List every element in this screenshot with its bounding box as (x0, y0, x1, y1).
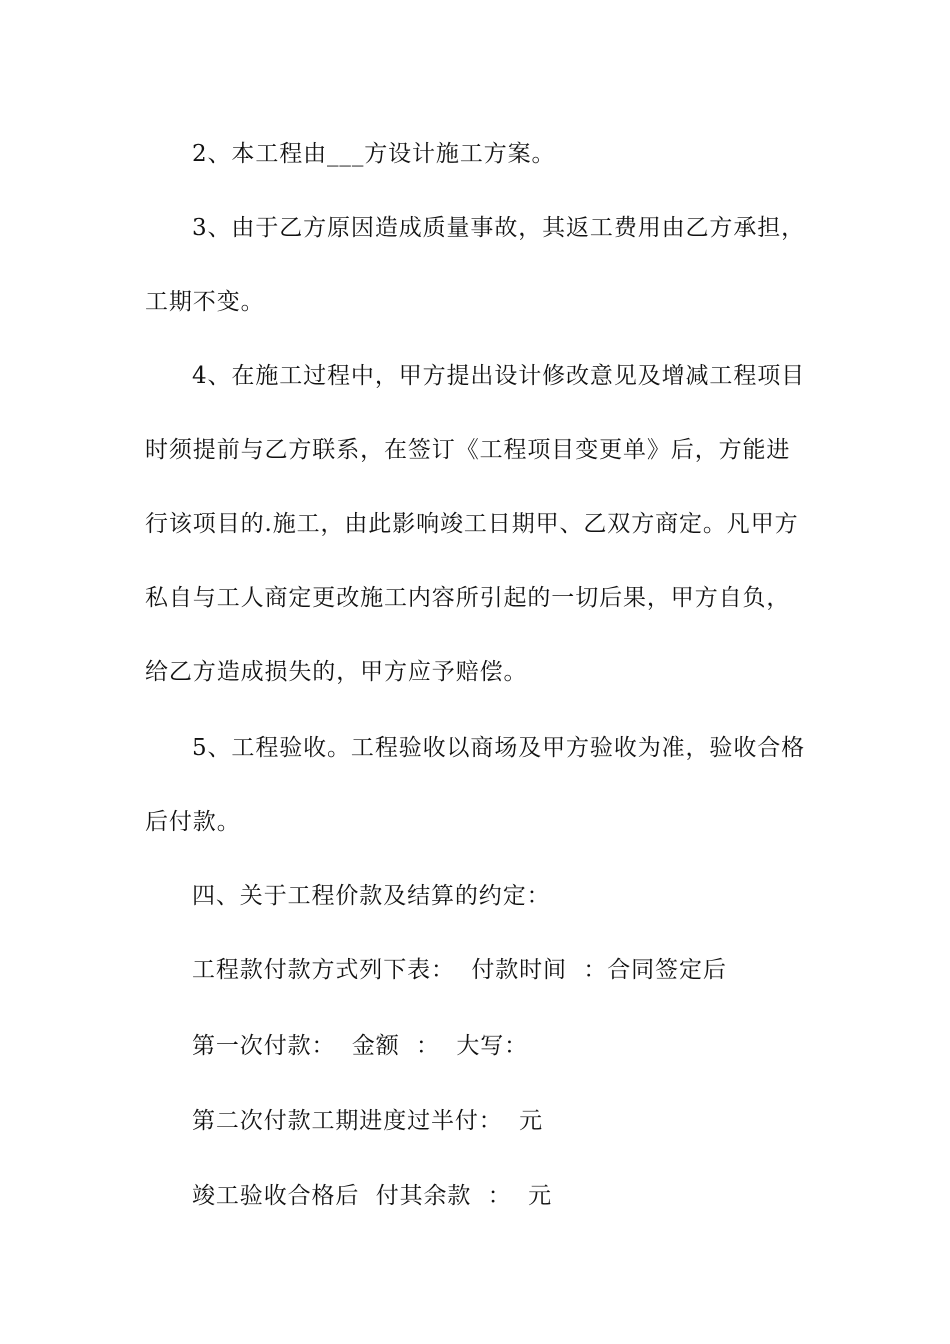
second-payment-line: 第二次付款工期进度过半付： 元 (192, 1108, 544, 1134)
clause-4-line-3: 行该项目的.施工，由此影响竣工日期甲、乙双方商定。凡甲方 (145, 511, 799, 537)
clause-4-line-1: 4、在施工过程中，甲方提出设计修改意见及增减工程项目 (192, 363, 806, 389)
final-payment-line: 竣工验收合格后 付其余款 ： 元 (192, 1183, 552, 1209)
payment-method-line: 工程款付款方式列下表： 付款时间 ：合同签定后 (192, 957, 727, 983)
clause-4-line-2: 时须提前与乙方联系，在签订《工程项目变更单》后，方能进 (145, 437, 791, 463)
clause-5-line-2: 后付款。 (145, 809, 241, 835)
clause-5-line-1: 5、工程验收。工程验收以商场及甲方验收为准，验收合格 (192, 735, 806, 761)
section-4-heading: 四、关于工程价款及结算的约定： (192, 883, 551, 909)
first-payment-line: 第一次付款： 金额 ： 大写： (192, 1033, 529, 1059)
clause-3-line-1: 3、由于乙方原因造成质量事故，其返工费用由乙方承担， (192, 215, 806, 241)
clause-3-line-2: 工期不变。 (145, 289, 265, 315)
clause-4-line-5: 给乙方造成损失的，甲方应予赔偿。 (145, 659, 528, 685)
clause-2-line-1: 2、本工程由___方设计施工方案。 (192, 141, 556, 167)
clause-4-line-4: 私自与工人商定更改施工内容所引起的一切后果，甲方自负， (145, 585, 791, 611)
